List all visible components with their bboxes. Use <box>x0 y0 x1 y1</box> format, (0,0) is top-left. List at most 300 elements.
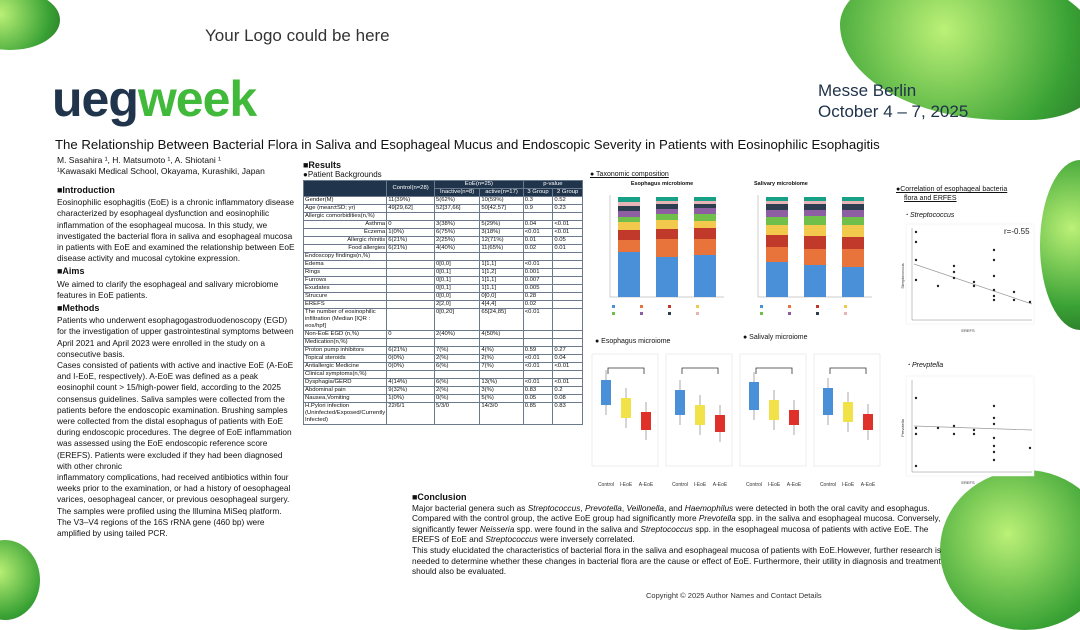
boxplot-group-label: Control <box>597 482 615 488</box>
stack-segment <box>842 204 864 210</box>
table-cell-p3 <box>523 331 553 339</box>
scatter-point <box>937 427 939 429</box>
table-cell-label: Topical steroids <box>304 355 387 363</box>
stack-segment <box>804 197 826 201</box>
table-cell-p3: <0.01 <box>523 309 553 331</box>
stack-segment <box>656 220 678 229</box>
table-cell-active: 13(%) <box>480 379 523 387</box>
stack-segment <box>842 249 864 267</box>
table-cell-control: 6(21%) <box>387 237 435 245</box>
correlation-heading <box>896 185 1007 203</box>
table-cell-label: Edema <box>304 261 387 269</box>
table-cell-active: 14/3/0 <box>480 403 523 425</box>
salivary-stacked-bars <box>740 187 880 323</box>
table-cell-p2 <box>553 285 583 293</box>
taxonomic-heading: ● Taxonomic composition <box>590 171 669 178</box>
boxplot-box <box>863 414 873 430</box>
stack-segment <box>804 236 826 249</box>
table-cell-control <box>387 269 435 277</box>
table-row <box>304 371 583 379</box>
decor-blob-bottom-left <box>0 540 40 620</box>
stack-segment <box>618 211 640 217</box>
table-row <box>304 221 583 229</box>
table-cell-p3: 0.28 <box>523 293 553 301</box>
stack-segment <box>694 228 716 239</box>
esophagus-microbiome-chart <box>592 181 732 326</box>
conclusion-section <box>412 492 947 577</box>
legend-swatch <box>612 312 615 315</box>
stack-segment <box>694 255 716 297</box>
table-cell-p3: 0.001 <box>523 269 553 277</box>
table-cell-p3: <0.01 <box>523 363 553 371</box>
y-axis-label: Prevotella <box>900 419 905 437</box>
stack-segment <box>842 237 864 249</box>
stack-segment <box>656 209 678 214</box>
table-row <box>304 339 583 347</box>
legend-swatch <box>760 312 763 315</box>
table-row <box>304 347 583 355</box>
table-cell-control: 49[29,62] <box>387 205 435 213</box>
table-cell-p2: 0.04 <box>553 355 583 363</box>
scatter-point <box>1013 299 1015 301</box>
table-cell-inactive: 0[0,20] <box>434 309 479 331</box>
stack-segment <box>804 249 826 265</box>
table-cell-label: Gender(M) <box>304 197 387 205</box>
table-row <box>304 245 583 253</box>
correlation-r: r=-0.55 <box>1004 227 1030 236</box>
table-cell-p2: <0.01 <box>553 363 583 371</box>
streptococcus-label: ・Streptococcus <box>903 212 955 219</box>
table-cell-control <box>387 371 435 379</box>
table-cell-inactive: 0[0,1] <box>434 269 479 277</box>
copyright-notice: Copyright © 2025 Author Names and Contact Details <box>646 591 822 600</box>
table-cell-active: 11(65%) <box>480 245 523 253</box>
table-header-eoe: EoE(n=25) <box>434 181 523 189</box>
scatter-point <box>993 249 995 251</box>
table-row <box>304 205 583 213</box>
scatter-point <box>953 277 955 279</box>
scatter-point <box>993 295 995 297</box>
table-row <box>304 379 583 387</box>
legend-swatch <box>816 312 819 315</box>
stack-segment <box>694 197 716 201</box>
boxplot-box <box>675 390 685 415</box>
stack-segment <box>618 230 640 240</box>
table-cell-active: 2(%) <box>480 355 523 363</box>
patient-background-table <box>303 180 583 425</box>
scatter-point <box>993 275 995 277</box>
y-axis-label: Streptococcus <box>900 263 905 289</box>
stack-segment <box>842 210 864 217</box>
scatter-point <box>973 281 975 283</box>
table-cell-control: 11(39%) <box>387 197 435 205</box>
boxplot-group-label: I-EoE <box>767 482 781 488</box>
table-cell-p2: <0.01 <box>553 221 583 229</box>
table-cell-p2 <box>553 213 583 221</box>
scatter-point <box>915 427 917 429</box>
table-cell-p3: <0.01 <box>523 261 553 269</box>
stack-segment <box>618 206 640 211</box>
table-cell-active <box>480 371 523 379</box>
table-cell-control <box>387 277 435 285</box>
table-cell-control <box>387 301 435 309</box>
scatter-point <box>993 451 995 453</box>
table-cell-control: 1(0%) <box>387 229 435 237</box>
table-cell-inactive <box>434 253 479 261</box>
legend-swatch <box>640 312 643 315</box>
table-cell-p2: 0.83 <box>553 403 583 425</box>
stack-segment <box>656 197 678 201</box>
stack-segment <box>804 216 826 225</box>
table-body <box>304 197 583 425</box>
stack-segment <box>618 252 640 297</box>
stack-segment <box>766 204 788 210</box>
table-cell-control <box>387 213 435 221</box>
table-cell-inactive: 2(25%) <box>434 237 479 245</box>
table-cell-active: 5(29%) <box>480 221 523 229</box>
table-cell-label: Allergic comorbidities(n,%) <box>304 213 387 221</box>
table-cell-p3 <box>523 213 553 221</box>
table-cell-p3: <0.01 <box>523 229 553 237</box>
methods-paragraph: inflammatory complications, had received antibiotics within four weeks prior to the examination, or had a history of oesophageal varices, oesophageal cancer, or previous oesophageal surgery. <box>57 472 291 505</box>
stack-segment <box>694 204 716 208</box>
table-cell-active: 65[24,85] <box>480 309 523 331</box>
table-cell-p2: 0.08 <box>553 395 583 403</box>
table-cell-inactive: 2[2,0] <box>434 301 479 309</box>
table-row <box>304 395 583 403</box>
stack-segment <box>766 262 788 297</box>
boxplot-box <box>715 415 725 432</box>
table-cell-p2 <box>553 277 583 285</box>
table-cell-p2: 0.52 <box>553 197 583 205</box>
table-cell-active <box>480 339 523 347</box>
table-cell-p2: 0.27 <box>553 347 583 355</box>
table-cell-label: EREFS <box>304 301 387 309</box>
table-row <box>304 197 583 205</box>
table-cell-active: 1[1,1] <box>480 285 523 293</box>
methods-paragraph: Cases consisted of patients with active and inactive EoE (A-EoE and I-EoE, respectively). A-EoE was defined as a peak eosinophil count > 15/high-power field, according to the 2025 consensus guidelines. Saliva samples were collected from the patients before the endoscopic examination. Brushing samples were collected from the distal esophagus of patients with EoE during endoscopic procedures. The degree of EoE inflammation was assessed using the EoE endoscopic reference score (EREFS). Patients were excluded if they had been diagnosed with other chronic <box>57 360 294 471</box>
table-cell-active: 50[42,57] <box>480 205 523 213</box>
table-cell-inactive: 0[0,0] <box>434 293 479 301</box>
table-row <box>304 309 583 331</box>
stack-segment <box>618 240 640 252</box>
table-cell-inactive: 2(%) <box>434 387 479 395</box>
boxplot-group-label: A-EoE <box>860 482 876 488</box>
table-cell-label: Proton pump inhibitors <box>304 347 387 355</box>
table-cell-active: 4(50%) <box>480 331 523 339</box>
stack-segment <box>766 201 788 204</box>
boxplot-group-label: A-EoE <box>638 482 654 488</box>
salivary-chart-title: Salivary microbiome <box>754 181 808 187</box>
stack-segment <box>694 208 716 214</box>
table-cell-p2: <0.01 <box>553 379 583 387</box>
table-cell-p2: 0.23 <box>553 205 583 213</box>
table-cell-control: 0(0%) <box>387 363 435 371</box>
author-names: M. Sasahira ¹, H. Matsumoto ¹, A. Shiotani ¹ <box>57 155 221 165</box>
table-cell-active: 7(%) <box>480 363 523 371</box>
table-cell-p3: 0.9 <box>523 205 553 213</box>
significance-bracket <box>756 368 792 374</box>
table-header-blank <box>304 181 387 197</box>
table-row <box>304 229 583 237</box>
ueg-week-logo: uegweek <box>52 71 257 127</box>
boxplot-group-label: I-EoE <box>841 482 855 488</box>
table-cell-control: 6(21%) <box>387 245 435 253</box>
table-cell-control: 4(14%) <box>387 379 435 387</box>
legend-swatch <box>844 305 847 308</box>
scatter-point <box>953 433 955 435</box>
significance-bracket <box>682 368 718 374</box>
table-cell-p3: 0.05 <box>523 395 553 403</box>
table-cell-label: Abdominal pain <box>304 387 387 395</box>
affiliation: ¹Kawasaki Medical School, Okayama, Kurashiki, Japan <box>57 166 265 176</box>
authors-block <box>57 155 265 177</box>
table-cell-p2 <box>553 293 583 301</box>
stack-segment <box>842 197 864 201</box>
table-cell-control: 0 <box>387 221 435 229</box>
table-cell-p2 <box>553 331 583 339</box>
poster-title: The Relationship Between Bacterial Flora in Saliva and Esophageal Mucus and Endoscopic Severity in Patients with Eosinophilic Esophagitis <box>55 137 880 152</box>
table-cell-label: Food allergies <box>304 245 387 253</box>
scatter-point <box>993 423 995 425</box>
table-cell-active: 4(%) <box>480 347 523 355</box>
table-cell-p3: <0.01 <box>523 355 553 363</box>
table-cell-active: 5(%) <box>480 395 523 403</box>
scatter-point <box>993 445 995 447</box>
scatter-point <box>915 433 917 435</box>
boxplot-box <box>769 400 779 420</box>
boxplot-box <box>843 402 853 422</box>
table-row <box>304 213 583 221</box>
boxplot-group-label: A-EoE <box>786 482 802 488</box>
scatter-frame <box>906 376 1034 476</box>
decor-blob-right-mid <box>1040 160 1080 330</box>
boxplot-box <box>789 410 799 425</box>
table-cell-control <box>387 293 435 301</box>
aims-heading: ■Aims <box>57 266 85 277</box>
scatter-point <box>993 289 995 291</box>
x-axis-label: EREFS <box>961 328 975 333</box>
esophagus-boxplot-heading: ● Esophagus microiome <box>595 338 671 345</box>
stack-segment <box>694 201 716 204</box>
stack-segment <box>804 201 826 204</box>
venue-info <box>818 80 968 122</box>
table-header-3group: 3 Group <box>523 189 553 197</box>
scatter-point <box>993 259 995 261</box>
table-cell-control <box>387 339 435 347</box>
table-cell-control: 22/6/1 <box>387 403 435 425</box>
stack-segment <box>766 225 788 235</box>
introduction-heading: ■Introduction <box>57 185 115 195</box>
table-cell-p2 <box>553 371 583 379</box>
table-row <box>304 253 583 261</box>
table-header-pvalue: p-value <box>523 181 582 189</box>
table-cell-p3: <0.01 <box>523 379 553 387</box>
venue-location: Messe Berlin <box>818 81 917 100</box>
table-row <box>304 331 583 339</box>
scatter-point <box>973 429 975 431</box>
scatter-point <box>973 433 975 435</box>
boxplot-group-label: Control <box>819 482 837 488</box>
stack-segment <box>804 210 826 216</box>
table-cell-inactive: 0[0,1] <box>434 285 479 293</box>
table-cell-inactive: 7(%) <box>434 347 479 355</box>
aims-text: We aimed to clarify the esophageal and salivary microbiome features in EoE patients. <box>57 278 279 300</box>
legend-swatch <box>844 312 847 315</box>
salivary-microbiome-chart <box>740 181 880 326</box>
decor-blob-top-left <box>0 0 60 50</box>
table-cell-control <box>387 261 435 269</box>
table-row <box>304 237 583 245</box>
stack-segment <box>842 225 864 237</box>
prevotella-scatter <box>898 372 1038 490</box>
stack-segment <box>804 265 826 297</box>
methods-paragraph: Patients who underwent esophagogastroduodenoscopy (EGD) for the investigation of upper gastrointestinal symptoms between April 2021 and April 2023 were enrolled in the study on a consecutive basis. <box>57 315 294 359</box>
table-cell-label: Eczema <box>304 229 387 237</box>
table-cell-inactive: 6(%) <box>434 379 479 387</box>
boxplot-box <box>601 380 611 405</box>
table-cell-label: Asthma <box>304 221 387 229</box>
boxplot-group-label: Control <box>745 482 763 488</box>
table-cell-p3: 0.007 <box>523 277 553 285</box>
table-cell-inactive: 2(%) <box>434 355 479 363</box>
significance-bracket <box>830 368 866 374</box>
stack-segment <box>766 197 788 201</box>
stack-segment <box>656 204 678 209</box>
table-row <box>304 261 583 269</box>
streptococcus-scatter <box>898 220 1038 338</box>
scatter-point <box>915 259 917 261</box>
significance-bracket <box>608 368 644 374</box>
scatter-point <box>993 459 995 461</box>
table-cell-p2 <box>553 253 583 261</box>
stack-segment <box>618 197 640 202</box>
stack-segment <box>766 217 788 225</box>
table-cell-p2 <box>553 339 583 347</box>
table-cell-inactive: 4(40%) <box>434 245 479 253</box>
table-row <box>304 387 583 395</box>
table-row <box>304 403 583 425</box>
table-row <box>304 363 583 371</box>
boxplot-box <box>823 388 833 415</box>
legend-swatch <box>696 312 699 315</box>
stack-segment <box>618 222 640 230</box>
table-cell-control: 0(0%) <box>387 355 435 363</box>
table-cell-control <box>387 253 435 261</box>
logo-placeholder: Your Logo could be here <box>205 26 390 45</box>
table-cell-label: Clinical symptoms(n,%) <box>304 371 387 379</box>
scatter-point <box>1029 301 1031 303</box>
table-cell-inactive: 6(75%) <box>434 229 479 237</box>
table-cell-active: 0[0,0] <box>480 293 523 301</box>
table-cell-label: Furrows <box>304 277 387 285</box>
table-cell-p3 <box>523 371 553 379</box>
table-cell-inactive: 0[0,0] <box>434 261 479 269</box>
scatter-point <box>953 271 955 273</box>
table-cell-inactive: 2(40%) <box>434 331 479 339</box>
boxplot-panels <box>586 350 886 490</box>
results-heading: ■Results <box>303 160 341 170</box>
left-column <box>57 183 297 539</box>
salivary-boxplot-heading: ● Salivaly microiome <box>743 334 808 341</box>
scatter-point <box>993 417 995 419</box>
table-cell-inactive: 0[0,1] <box>434 277 479 285</box>
table-cell-inactive <box>434 371 479 379</box>
table-cell-control: 9(32%) <box>387 387 435 395</box>
table-cell-label: Strucure <box>304 293 387 301</box>
table-cell-active: 10(59%) <box>480 197 523 205</box>
table-header-inactive: Inactive(n=8) <box>434 189 479 197</box>
table-cell-inactive <box>434 213 479 221</box>
scatter-point <box>915 465 917 467</box>
table-cell-label: H.Pylori infection (Uninfected/Exposed/Currently Infected) <box>305 403 386 423</box>
stack-segment <box>766 210 788 217</box>
table-cell-active <box>480 213 523 221</box>
legend-swatch <box>696 305 699 308</box>
table-header-control: Control(n=28) <box>387 181 435 197</box>
table-cell-label: Antiallergic Medicine <box>304 363 387 371</box>
table-header-active: active(n=17) <box>480 189 523 197</box>
table-cell-inactive <box>434 339 479 347</box>
legend-swatch <box>816 305 819 308</box>
table-cell-inactive: 5/3/0 <box>434 403 479 425</box>
stack-segment <box>766 247 788 262</box>
table-cell-inactive: 5(62%) <box>434 197 479 205</box>
boxplot-box <box>621 398 631 418</box>
table-cell-p3: 0.83 <box>523 387 553 395</box>
table-cell-active: 3(%) <box>480 387 523 395</box>
table-cell-label: Allergic rhinitis <box>304 237 387 245</box>
decor-blob-bottom-right <box>940 470 1080 630</box>
table-cell-label: Exudates <box>304 285 387 293</box>
table-cell-inactive: 0(%) <box>434 395 479 403</box>
table-cell-p3: 0.005 <box>523 285 553 293</box>
results-section <box>303 160 585 425</box>
table-cell-p3: 0.3 <box>523 197 553 205</box>
boxplot-box <box>695 405 705 425</box>
table-cell-inactive: 52[37,66] <box>434 205 479 213</box>
legend-swatch <box>788 312 791 315</box>
scatter-point <box>915 397 917 399</box>
x-axis-label: EREFS <box>961 480 975 485</box>
table-cell-p2: <0.01 <box>553 229 583 237</box>
table-cell-label: Age (mean±SD; yr) <box>304 205 387 213</box>
legend-swatch <box>668 305 671 308</box>
venue-dates: October 4 – 7, 2025 <box>818 102 969 121</box>
table-cell-p2: 0.05 <box>553 237 583 245</box>
table-cell-control: 6(21%) <box>387 347 435 355</box>
stack-segment <box>842 217 864 225</box>
table-cell-p2 <box>553 261 583 269</box>
table-cell-p3 <box>523 253 553 261</box>
table-cell-label: Nausea,Vomiting <box>304 395 387 403</box>
table-cell-label: Rings <box>304 269 387 277</box>
table-cell-label: Endoscopy findings(n,%) <box>304 253 387 261</box>
stack-segment <box>694 239 716 255</box>
boxplot-group-label: Control <box>671 482 689 488</box>
table-cell-p3: 0.01 <box>523 237 553 245</box>
legend-swatch <box>668 312 671 315</box>
stack-segment <box>694 221 716 228</box>
table-cell-active: 1[1,1] <box>480 261 523 269</box>
scatter-point <box>973 285 975 287</box>
esophagus-chart-title: Esophagus microbiome <box>630 181 694 187</box>
table-cell-p3: 0.02 <box>523 245 553 253</box>
table-row <box>304 301 583 309</box>
stack-segment <box>842 267 864 297</box>
table-cell-label: The number of eosinophilic infiltration (Median [IQR : eos/hpf] <box>304 309 387 331</box>
correlation-heading-line1: ●Correlation of esophageal bacteria <box>896 186 1008 193</box>
